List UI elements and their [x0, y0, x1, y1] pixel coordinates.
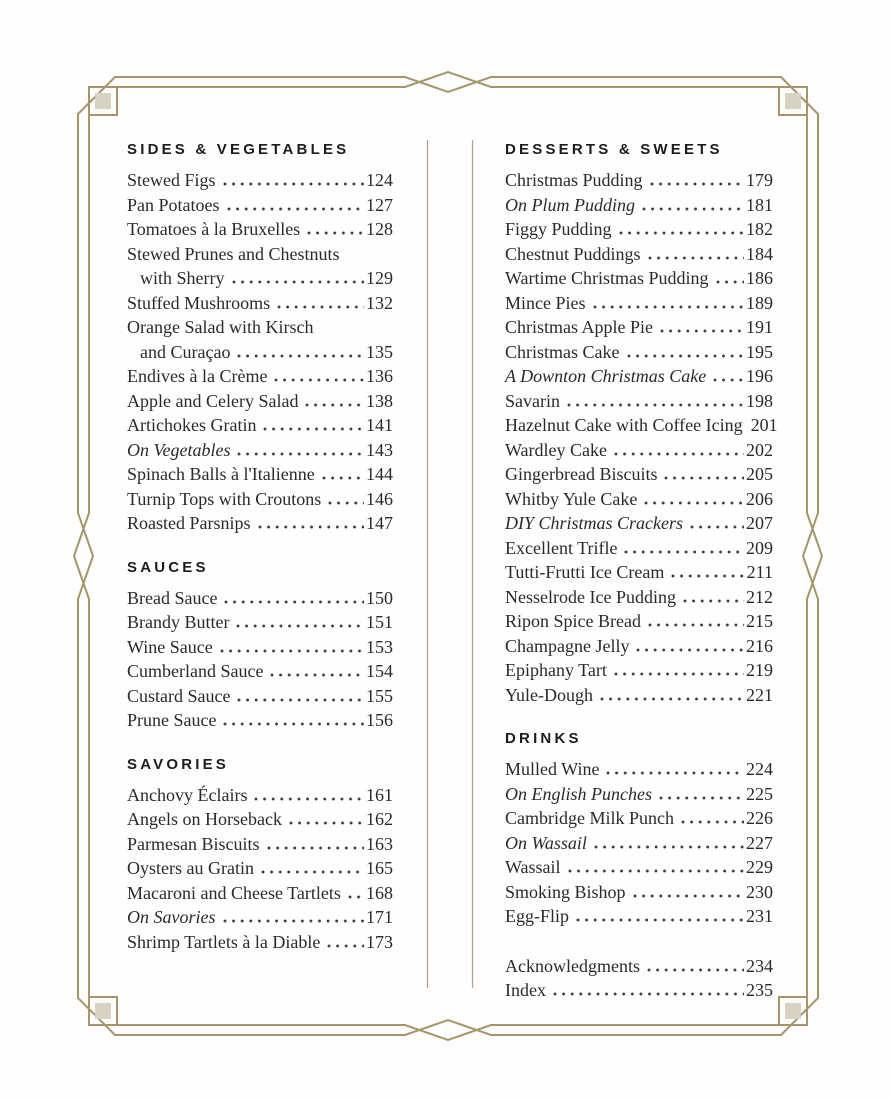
- toc-entry: [127, 783, 393, 808]
- toc-entry: [505, 168, 773, 193]
- entry-title: and Curaçao: [140, 341, 231, 362]
- toc-section: [505, 728, 773, 929]
- dot-leader: [226, 207, 365, 211]
- corner-knot-top-left: [89, 87, 117, 115]
- dot-leader: [552, 992, 744, 996]
- toc-entry: [505, 315, 773, 340]
- entry-page-number: 196: [746, 366, 773, 386]
- entry-page-number: 124: [366, 170, 393, 190]
- dot-leader: [643, 501, 744, 505]
- dot-leader: [347, 895, 364, 899]
- entry-page-number: 156: [366, 710, 393, 730]
- toc-entry: [505, 487, 773, 512]
- entry-page-number: 132: [366, 292, 393, 313]
- entry-title: Custard Sauce: [127, 685, 231, 706]
- toc-column-left: [127, 139, 393, 975]
- dot-leader: [253, 797, 364, 801]
- section-heading: SIDES & VEGETABLES: [127, 141, 350, 158]
- entry-title: Yule-Dough: [505, 684, 593, 705]
- entry-page-number: 168: [366, 882, 393, 903]
- toc-entry: [127, 193, 393, 218]
- entry-page-number: 165: [366, 858, 393, 878]
- toc-entry: [127, 586, 393, 611]
- entry-title: Endives à la Crème: [127, 366, 268, 386]
- entry-page-number: 127: [366, 194, 393, 215]
- entry-page-number: 144: [366, 464, 393, 484]
- toc-section: [127, 139, 393, 536]
- entry-page-number: 229: [746, 857, 773, 877]
- toc-entry: [127, 291, 393, 316]
- toc-entry: [505, 462, 773, 487]
- entry-page-number: 206: [746, 488, 773, 509]
- entry-title: Tomatoes à la Bruxelles: [127, 219, 301, 239]
- entry-page-number: 154: [366, 661, 393, 681]
- toc-entry: [505, 880, 773, 905]
- dot-leader: [231, 280, 365, 284]
- entry-page-number: 153: [366, 636, 393, 657]
- dot-leader: [273, 378, 364, 382]
- entry-page-number: 216: [746, 635, 773, 656]
- toc-entry: [127, 217, 393, 242]
- entry-title: Bread Sauce: [127, 587, 218, 608]
- section-heading: DESSERTS & SWEETS: [505, 141, 723, 158]
- toc-section: [127, 557, 393, 733]
- entry-page-number: 147: [366, 513, 393, 533]
- toc-entry: [505, 193, 773, 218]
- entry-page-number: 135: [366, 341, 393, 362]
- toc-entry: [505, 413, 778, 438]
- entry-title: Shrimp Tartlets à la Diable: [127, 931, 321, 952]
- dot-leader: [689, 525, 744, 529]
- toc-entry: [505, 217, 773, 242]
- toc-entry: [127, 708, 393, 733]
- entry-page-number: 234: [746, 955, 773, 976]
- toc-entry: [127, 881, 393, 906]
- toc-entry: [505, 266, 773, 291]
- entry-title: Artichokes Gratin: [127, 415, 257, 435]
- entry-title: On Plum Pudding: [505, 194, 635, 215]
- entry-title: Ripon Spice Bread: [505, 611, 641, 631]
- toc-entry: [127, 266, 393, 291]
- entry-page-number: 235: [746, 980, 773, 1000]
- section-heading: DRINKS: [505, 730, 582, 747]
- entry-title: Smoking Bishop: [505, 881, 626, 902]
- dot-leader: [663, 476, 744, 480]
- dot-leader: [680, 820, 744, 824]
- entry-page-number: 186: [746, 268, 773, 288]
- toc-entry: [505, 364, 773, 389]
- dot-leader: [635, 648, 744, 652]
- toc-entry: [505, 954, 773, 979]
- corner-knot-bottom-right: [779, 997, 807, 1025]
- toc-entry: [127, 930, 393, 955]
- toc-entry: [505, 291, 773, 316]
- toc-entry: [127, 413, 393, 438]
- entry-page-number: 201: [750, 415, 778, 435]
- toc-entry: [505, 904, 773, 929]
- dot-leader: [222, 722, 364, 726]
- toc-entry: [127, 905, 393, 930]
- entry-title: Prune Sauce: [127, 710, 217, 730]
- entry-page-number: 224: [746, 759, 773, 779]
- toc-column-right: [505, 139, 778, 1024]
- entry-page-number: 211: [746, 562, 773, 582]
- entry-title: Mulled Wine: [505, 759, 600, 779]
- entry-title: Christmas Apple Pie: [505, 317, 653, 337]
- entry-title: Nesselrode Ice Pudding: [505, 586, 676, 607]
- dot-leader: [659, 329, 744, 333]
- entry-page-number: 225: [746, 783, 773, 804]
- entry-title: Christmas Pudding: [505, 170, 643, 190]
- dot-leader: [658, 796, 744, 800]
- toc-entry: [505, 806, 773, 831]
- toc-entry: [127, 340, 393, 365]
- dot-leader: [276, 305, 364, 309]
- dot-leader: [592, 305, 745, 309]
- toc-entry: [127, 807, 393, 832]
- toc-entry: [505, 782, 773, 807]
- dot-leader: [567, 869, 744, 873]
- toc-section: [505, 139, 778, 707]
- toc-entry: [505, 438, 773, 463]
- entry-title: Oysters au Gratin: [127, 858, 254, 878]
- entry-page-number: 209: [746, 537, 773, 558]
- toc-entry: [127, 511, 393, 536]
- entry-title: On Savories: [127, 907, 216, 927]
- entry-page-number: 221: [746, 684, 773, 705]
- dot-leader: [269, 673, 364, 677]
- entry-page-number: 150: [366, 587, 393, 608]
- dot-leader: [593, 845, 744, 849]
- dot-leader: [327, 501, 364, 505]
- dot-leader: [618, 231, 744, 235]
- entry-title: Gingerbread Biscuits: [505, 464, 658, 484]
- entry-page-number: 182: [746, 219, 773, 239]
- dot-leader: [632, 894, 744, 898]
- entry-title: Angels on Horseback: [127, 809, 282, 829]
- entry-page-number: 191: [746, 317, 773, 337]
- dot-leader: [223, 600, 364, 604]
- entry-title: Stuffed Mushrooms: [127, 292, 271, 313]
- dot-leader: [236, 354, 364, 358]
- entry-title: On Vegetables: [127, 439, 231, 460]
- entry-page-number: 231: [746, 906, 773, 926]
- entry-title-first-line: Stewed Prunes and Chestnuts: [127, 243, 340, 264]
- dot-leader: [647, 623, 744, 627]
- entry-title: Macaroni and Cheese Tartlets: [127, 882, 341, 903]
- entry-page-number: 202: [746, 439, 773, 460]
- toc-entry: [505, 634, 773, 659]
- toc-entry: [505, 831, 773, 856]
- dot-leader: [222, 182, 364, 186]
- entry-page-number: 155: [366, 685, 393, 706]
- toc-entry: [127, 487, 393, 512]
- corner-square-top-left: [95, 93, 111, 109]
- entry-page-number: 143: [366, 439, 393, 460]
- toc-entry: [505, 560, 773, 585]
- dot-leader: [599, 697, 744, 701]
- dot-leader: [321, 476, 364, 480]
- entry-title: Savarin: [505, 390, 560, 411]
- entry-page-number: 189: [746, 292, 773, 313]
- entry-page-number: 184: [746, 243, 773, 264]
- entry-page-number: 227: [746, 832, 773, 853]
- toc-entry: [127, 659, 393, 684]
- entry-title: Wardley Cake: [505, 439, 608, 460]
- corner-square-bottom-left: [95, 1003, 111, 1019]
- dot-leader: [626, 354, 745, 358]
- dot-leader: [646, 968, 744, 972]
- toc-entry: [505, 683, 773, 708]
- entry-page-number: 161: [366, 784, 393, 805]
- entry-page-number: 162: [366, 809, 393, 829]
- entry-title: Cumberland Sauce: [127, 661, 264, 681]
- entry-title: Apple and Celery Salad: [127, 390, 299, 411]
- entry-title: Acknowledgments: [505, 955, 640, 976]
- corner-knot-bottom-left: [89, 997, 117, 1025]
- toc-entry: [505, 340, 773, 365]
- entry-title: Spinach Balls à l'Italienne: [127, 464, 315, 484]
- toc-entry: [127, 684, 393, 709]
- toc-entry: [127, 832, 393, 857]
- toc-entry: [127, 168, 393, 193]
- entry-page-number: 230: [746, 881, 773, 902]
- entry-title: On Wassail: [505, 832, 587, 853]
- entry-title: Excellent Trifle: [505, 537, 618, 558]
- dot-leader: [682, 599, 744, 603]
- entry-title: Chestnut Puddings: [505, 243, 641, 264]
- dot-leader: [288, 821, 364, 825]
- entry-title: Stewed Figs: [127, 170, 216, 190]
- entry-page-number: 198: [746, 390, 773, 411]
- entry-page-number: 219: [746, 660, 773, 680]
- entry-title: A Downton Christmas Cake: [505, 366, 707, 386]
- dot-leader: [623, 550, 744, 554]
- toc-entry: [505, 658, 773, 683]
- entry-title: Figgy Pudding: [505, 219, 612, 239]
- entry-title: Whitby Yule Cake: [505, 488, 638, 509]
- dot-leader: [304, 403, 364, 407]
- entry-title: Anchovy Éclairs: [127, 784, 248, 805]
- toc-entry: [127, 610, 393, 635]
- entry-title: Pan Potatoes: [127, 194, 220, 215]
- entry-title: Turnip Tops with Croutons: [127, 488, 322, 509]
- entry-page-number: 226: [746, 808, 773, 828]
- toc-entry: [505, 978, 773, 1003]
- section-heading: SAUCES: [127, 558, 209, 576]
- corner-square-top-right: [785, 93, 801, 109]
- entry-title: Tutti-Frutti Ice Cream: [505, 562, 665, 582]
- entry-title: Christmas Cake: [505, 341, 620, 362]
- entry-title: Hazelnut Cake with Coffee Icing: [505, 415, 743, 435]
- dot-leader: [647, 256, 744, 260]
- entry-page-number: 136: [366, 366, 393, 386]
- toc-section: [505, 954, 773, 1003]
- entry-title: Wassail: [505, 857, 561, 877]
- dot-leader: [715, 280, 744, 284]
- dot-leader: [306, 231, 364, 235]
- entry-title: On English Punches: [505, 783, 652, 804]
- dot-leader: [236, 698, 364, 702]
- dot-leader: [219, 649, 364, 653]
- section-heading: SAVORIES: [127, 755, 230, 773]
- toc-entry: [127, 364, 393, 389]
- entry-page-number: 181: [746, 194, 773, 215]
- corner-knot-top-right: [779, 87, 807, 115]
- dot-leader: [257, 525, 365, 529]
- toc-entry: [127, 462, 393, 487]
- toc-entry: [127, 856, 393, 881]
- corner-square-bottom-right: [785, 1003, 801, 1019]
- entry-title: Index: [505, 980, 546, 1000]
- entry-title: Cambridge Milk Punch: [505, 808, 674, 828]
- entry-title: DIY Christmas Crackers: [505, 513, 684, 533]
- entry-title: Epiphany Tart: [505, 660, 607, 680]
- entry-page-number: 205: [746, 464, 773, 484]
- entry-page-number: 215: [746, 611, 773, 631]
- toc-entry: [505, 242, 773, 267]
- entry-title: Roasted Parsnips: [127, 513, 251, 533]
- toc-entry: [505, 536, 773, 561]
- dot-leader: [605, 771, 744, 775]
- dot-leader: [613, 672, 744, 676]
- entry-page-number: 163: [366, 833, 393, 854]
- entry-page-number: 212: [746, 586, 773, 607]
- entry-page-number: 146: [366, 488, 393, 509]
- dot-leader: [260, 870, 364, 874]
- entry-title: Parmesan Biscuits: [127, 833, 260, 854]
- toc-entry: [505, 609, 773, 634]
- entry-title: Champagne Jelly: [505, 635, 630, 656]
- toc-entry: [505, 855, 773, 880]
- entry-page-number: 141: [366, 415, 393, 435]
- entry-title: Brandy Butter: [127, 612, 230, 632]
- entry-page-number: 128: [366, 219, 393, 239]
- entry-page-number: 171: [366, 907, 393, 927]
- entry-page-number: 207: [746, 513, 773, 533]
- dot-leader: [641, 207, 744, 211]
- toc-entry: [505, 585, 773, 610]
- dot-leader: [649, 182, 744, 186]
- entry-title: with Sherry: [140, 268, 225, 288]
- entry-page-number: 138: [366, 390, 393, 411]
- entry-page-number: 129: [366, 268, 393, 288]
- toc-entry: [127, 438, 393, 463]
- toc-entry: [505, 511, 773, 536]
- dot-leader: [236, 452, 364, 456]
- dot-leader: [712, 378, 744, 382]
- dot-leader: [262, 427, 364, 431]
- entry-page-number: 173: [366, 931, 393, 952]
- entry-title: Wine Sauce: [127, 636, 213, 657]
- dot-leader: [235, 624, 364, 628]
- dot-leader: [266, 846, 365, 850]
- toc-entry: [505, 389, 773, 414]
- dot-leader: [326, 944, 364, 948]
- entry-page-number: 151: [366, 612, 393, 632]
- entry-page-number: 195: [746, 341, 773, 362]
- toc-entry: [505, 757, 773, 782]
- entry-title: Mince Pies: [505, 292, 586, 313]
- toc-section: [127, 754, 393, 955]
- toc-entry: [127, 389, 393, 414]
- dot-leader: [613, 452, 744, 456]
- dot-leader: [222, 919, 365, 923]
- toc-entry: [127, 635, 393, 660]
- entry-page-number: 179: [746, 170, 773, 190]
- entry-title: Egg-Flip: [505, 906, 570, 926]
- entry-title: Wartime Christmas Pudding: [505, 268, 709, 288]
- dot-leader: [575, 918, 744, 922]
- dot-leader: [566, 403, 744, 407]
- entry-title-first-line: Orange Salad with Kirsch: [127, 317, 314, 337]
- dot-leader: [670, 574, 744, 578]
